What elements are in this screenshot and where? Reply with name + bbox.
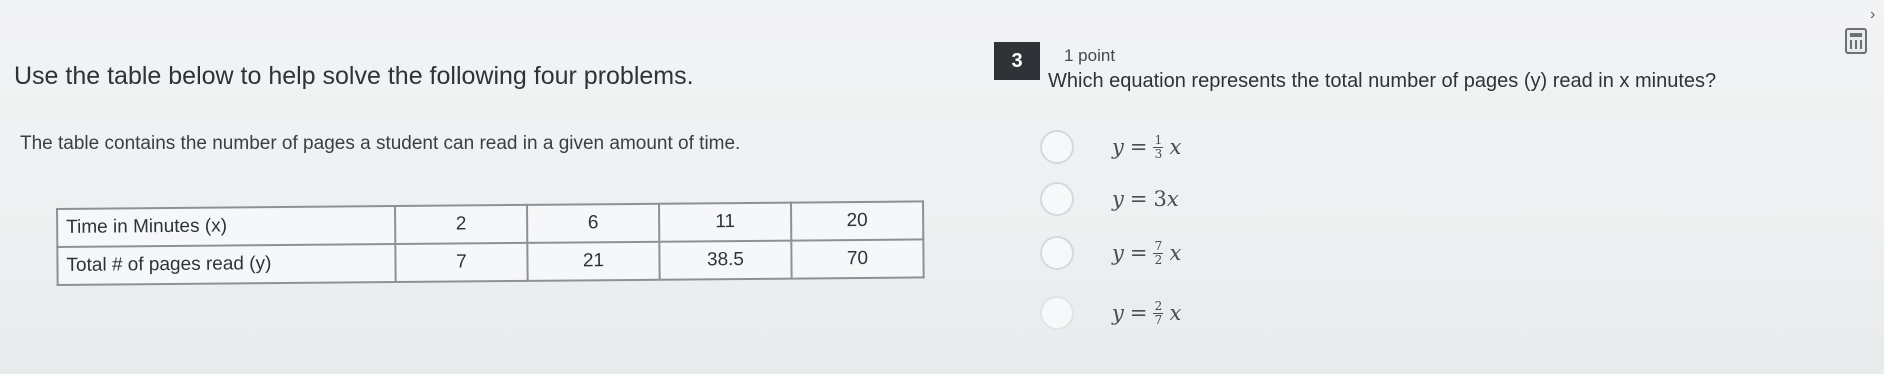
answer-option-2[interactable]	[1040, 176, 1260, 220]
table-cell: 2	[395, 205, 527, 244]
radio-button[interactable]	[1040, 236, 1074, 270]
table-cell: 20	[791, 201, 923, 240]
table-cell: 7	[395, 243, 527, 282]
radio-button[interactable]	[1040, 296, 1074, 330]
table-cell: 21	[527, 242, 659, 281]
fraction-denominator: 2	[1154, 252, 1163, 267]
eq-lhs: y	[1112, 187, 1124, 211]
eq-variable: x	[1169, 241, 1182, 265]
eq-operator: =	[1129, 241, 1148, 265]
intro-heading: Use the table below to help solve the following four problems.	[14, 62, 694, 90]
answer-option-1[interactable]	[1040, 124, 1260, 168]
question-prompt: Which equation represents the total number of pages (y) read in x minutes?	[1048, 70, 1717, 92]
eq-coefficient: 3	[1153, 187, 1167, 211]
fraction-denominator: 3	[1154, 146, 1163, 161]
answer-option-4[interactable]	[1040, 290, 1260, 334]
radio-button[interactable]	[1040, 182, 1074, 216]
intro-panel	[14, 0, 974, 374]
eq-fraction	[1153, 240, 1163, 267]
eq-fraction	[1153, 300, 1163, 327]
eq-lhs: y	[1112, 301, 1124, 325]
row-label: Time in Minutes (x)	[57, 206, 395, 247]
pages-table	[56, 200, 925, 286]
eq-variable: x	[1169, 301, 1182, 325]
row-label: Total # of pages read (y)	[57, 244, 395, 285]
chevron-right-icon[interactable]: ›	[1870, 6, 1876, 23]
fraction-denominator: 7	[1154, 312, 1163, 327]
eq-operator: =	[1129, 135, 1148, 159]
question-points: 1 point	[1064, 46, 1116, 65]
intro-description: The table contains the number of pages a student can read in a given amount of time.	[20, 133, 741, 154]
question-number-badge: 3	[994, 42, 1040, 80]
calculator-icon[interactable]	[1845, 28, 1867, 54]
eq-fraction	[1153, 134, 1163, 161]
eq-operator: =	[1129, 187, 1148, 211]
fraction-numerator: 1	[1154, 132, 1163, 147]
table-row	[57, 239, 923, 285]
table-cell: 6	[527, 204, 659, 243]
table-cell: 11	[659, 203, 791, 242]
table-cell: 38.5	[659, 241, 791, 280]
answer-option-3[interactable]	[1040, 230, 1260, 274]
equation	[1112, 238, 1181, 268]
fraction-numerator: 7	[1154, 238, 1163, 253]
eq-operator: =	[1129, 301, 1148, 325]
equation	[1112, 298, 1181, 328]
radio-button[interactable]	[1040, 130, 1074, 164]
equation	[1112, 184, 1179, 214]
eq-variable: x	[1166, 187, 1179, 211]
eq-variable: x	[1169, 135, 1182, 159]
equation	[1112, 132, 1181, 162]
table-cell: 70	[791, 239, 923, 278]
eq-lhs: y	[1112, 135, 1124, 159]
fraction-numerator: 2	[1154, 298, 1163, 313]
eq-lhs: y	[1112, 241, 1124, 265]
